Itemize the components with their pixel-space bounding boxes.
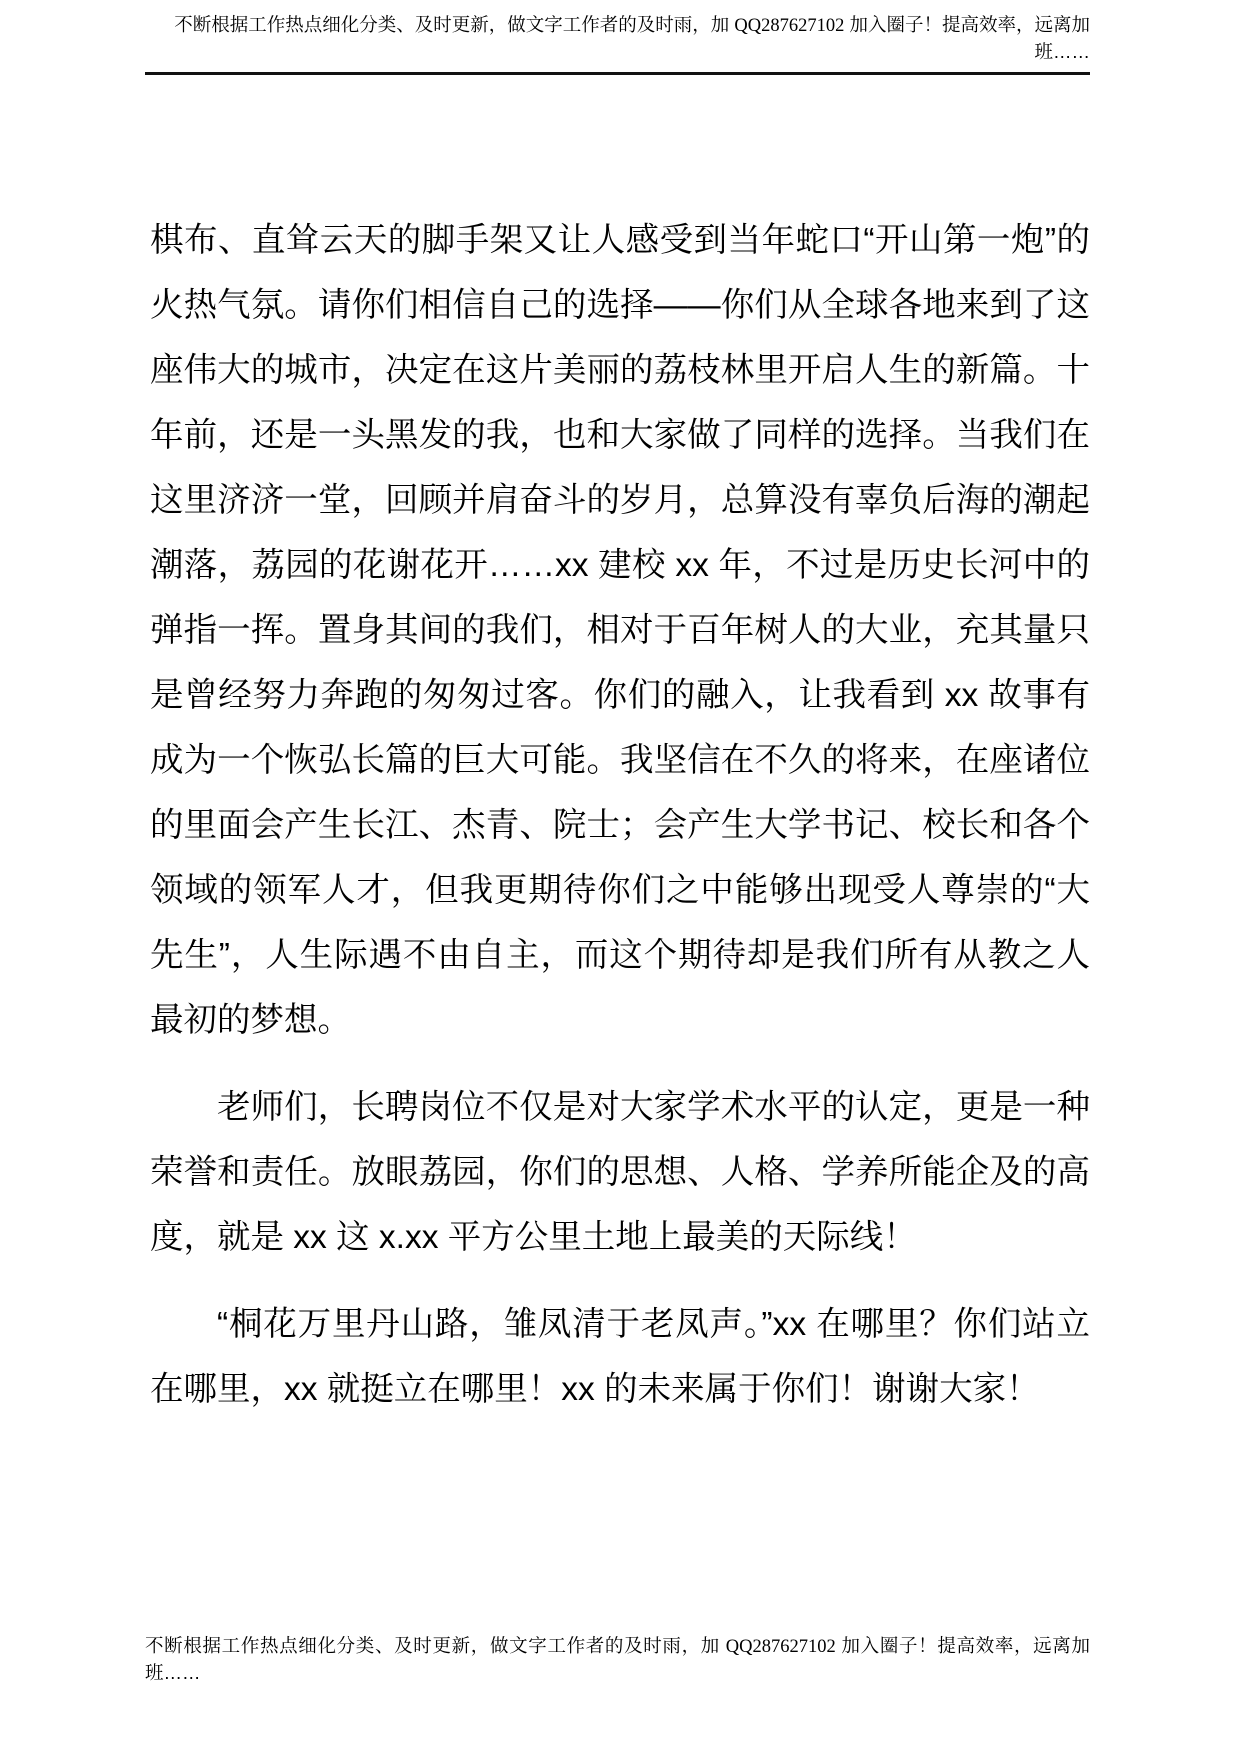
document-body: [150, 208, 1090, 1444]
header-qq-number: QQ287627102: [734, 16, 845, 36]
footer-qq-number: QQ287627102: [725, 1637, 836, 1657]
page-header: [145, 12, 1090, 65]
footer-text-prefix: 不断根据工作热点细化分类、及时更新，做文字工作者的及时雨，加: [145, 1635, 726, 1656]
footer-text-suffix: 加入圈子！提高效率，远离加班……: [145, 1635, 1090, 1683]
page-footer: [145, 1633, 1090, 1686]
paragraph-1: 棋布、直耸云天的脚手架又让人感受到当年蛇口“开山第一炮”的火热气氛。请你们相信自己的选择——你们从全球各地来到了这座伟大的城市，决定在这片美丽的荔枝林里开启人生的新篇。十年前，还是一头黑发的我，也和大家做了同样的选择。当我们在这里济济一堂，回顾并肩奋斗的岁月，总算没有辜负后海的潮起潮落，荔园的花谢花开……xx 建校 xx 年，不过是历史长河中的弹指一挥。置身其间的我们，相对于百年树人的大业，充其量只是曾经努力奔跑的匆匆过客。你们的融入，让我看到 xx 故事有成为一个恢弘长篇的巨大可能。我坚信在不久的将来，在座诸位的里面会产生长江、杰青、院士；会产生大学书记、校长和各个领域的领军人才，但我更期待你们之中能够出现受人尊崇的“大先生”，人生际遇不由自主，而这个期待却是我们所有从教之人最初的梦想。: [150, 222, 1090, 1039]
paragraph-3: “桐花万里丹山路，雏凤清于老凤声。”xx 在哪里？你们站立在哪里，xx 就挺立在哪里！xx 的未来属于你们！谢谢大家！: [150, 1306, 1090, 1408]
header-rule: [145, 72, 1090, 75]
header-text-prefix: 不断根据工作热点细化分类、及时更新，做文字工作者的及时雨，加: [174, 14, 735, 35]
header-text-suffix: 加入圈子！提高效率，远离加班……: [844, 14, 1090, 62]
paragraph-2: 老师们，长聘岗位不仅是对大家学术水平的认定，更是一种荣誉和责任。放眼荔园，你们的思想、人格、学养所能企及的高度，就是 xx 这 x.xx 平方公里土地上最美的天际线！: [150, 1089, 1090, 1256]
